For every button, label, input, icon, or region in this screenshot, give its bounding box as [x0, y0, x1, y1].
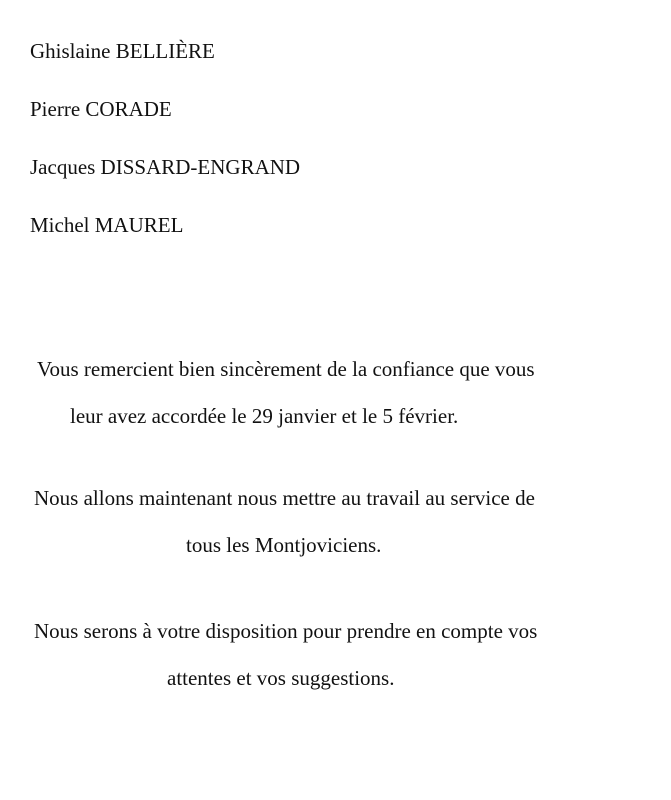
paragraph-line: leur avez accordée le 29 janvier et le 5 février. [70, 404, 459, 428]
signatory-name: Jacques DISSARD-ENGRAND [30, 155, 301, 179]
paragraph-line: Nous serons à votre disposition pour prendre en compte vos [34, 619, 538, 643]
signatory-list [30, 37, 300, 269]
availability-paragraph [0, 617, 671, 693]
signatory-name: Pierre CORADE [30, 97, 172, 121]
work-paragraph [0, 484, 671, 560]
paragraph-line: Nous allons maintenant nous mettre au travail au service de [34, 486, 535, 510]
thanks-paragraph [0, 355, 671, 431]
paragraph-line: Vous remercient bien sincèrement de la confiance que vous [37, 357, 535, 381]
signatory-name: Ghislaine BELLIÈRE [30, 39, 215, 63]
paragraph-line: tous les Montjoviciens. [186, 533, 382, 557]
paragraph-line: attentes et vos suggestions. [167, 666, 395, 690]
signatory-name: Michel MAUREL [30, 213, 184, 237]
